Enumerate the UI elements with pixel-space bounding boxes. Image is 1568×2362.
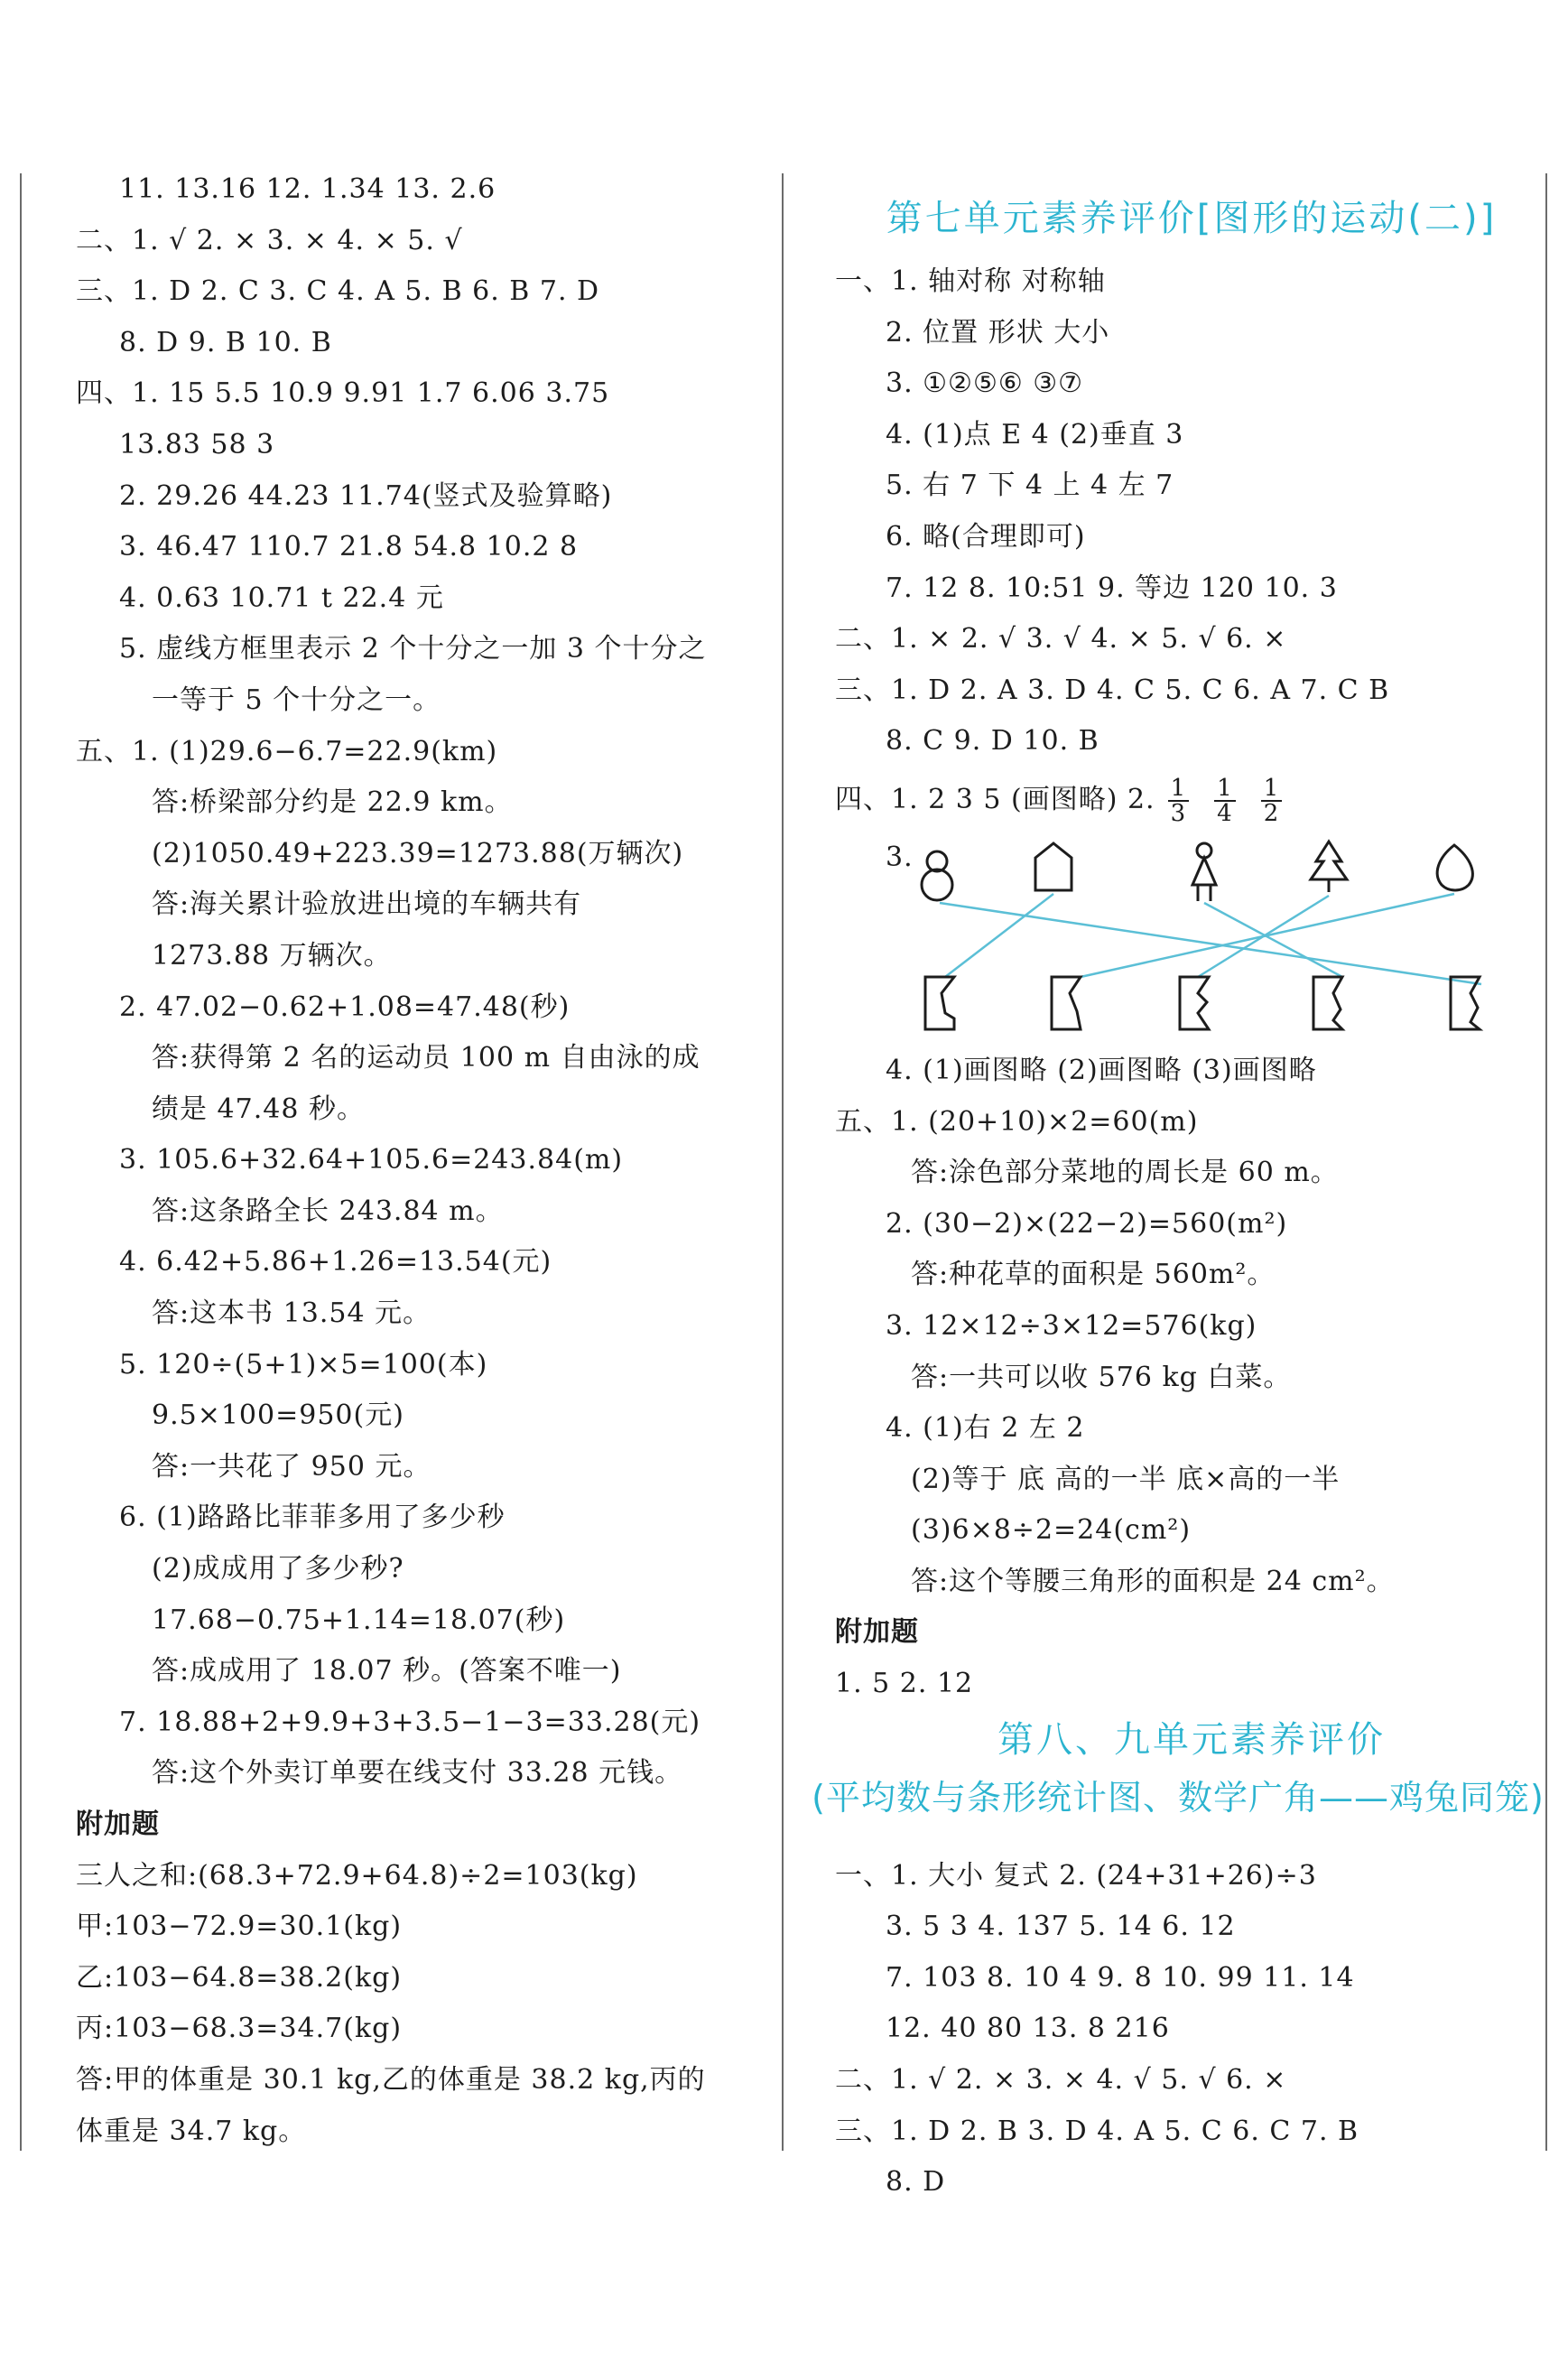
answer-line: 丙:103−68.3=34.7(kg)	[76, 2013, 403, 2045]
answer-line: 3. 46.47 110.7 21.8 54.8 10.2 8	[119, 531, 579, 563]
answer-line: 17.68−0.75+1.14=18.07(秒)	[152, 1604, 566, 1636]
answer-line: 三、1. D 2. C 3. C 4. A 5. B 6. B 7. D	[76, 275, 600, 308]
answer-line: 4. 6.42+5.86+1.26=13.54(元)	[119, 1246, 552, 1279]
right-column	[812, 181, 1548, 2209]
unit7-answer-line: 3. ①②⑤⑥ ③⑦	[886, 367, 1084, 400]
answer-line: 答:这条路全长 243.84 m。	[152, 1195, 504, 1227]
answer-line: 3. 105.6+32.64+105.6=243.84(m)	[119, 1144, 624, 1176]
unit7-answer-line: 4. (1)点 E 4 (2)垂直 3	[886, 418, 1184, 451]
unit7-answer-line: 4. (1)画图略 (2)画图略 (3)画图略	[886, 1054, 1317, 1086]
figure-label: 3.	[886, 841, 914, 873]
answer-line: 答:成成用了 18.07 秒。(答案不唯一)	[152, 1655, 622, 1688]
unit89-answer-line: 12. 40 80 13. 8 216	[886, 2013, 1170, 2045]
unit89-answer-line: 一、1. 大小 复式 2. (24+31+26)÷3	[835, 1859, 1317, 1892]
left-margin-rule	[20, 173, 22, 2151]
unit7-answer-line: 5. 右 7 下 4 上 4 左 7	[886, 470, 1174, 502]
answer-line: 2. 29.26 44.23 11.74(竖式及验算略)	[119, 479, 613, 512]
answer-line: 9.5×100=950(元)	[152, 1400, 404, 1432]
unit7-answer-line: 8. C 9. D 10. B	[886, 725, 1099, 758]
unit7-answer-line: 一、1. 轴对称 对称轴	[835, 265, 1106, 297]
answer-line: (2)1050.49+223.39=1273.88(万辆次)	[152, 837, 684, 869]
answer-line: 答:这本书 13.54 元。	[152, 1297, 431, 1330]
answer-line: 一等于 5 个十分之一。	[152, 683, 441, 716]
answer-line: 答:桥梁部分约是 22.9 km。	[152, 786, 513, 819]
fraction-numerator: 1	[1214, 776, 1236, 802]
answer-line: 11. 13.16 12. 1.34 13. 2.6	[119, 173, 496, 205]
answer-line: 答:一共花了 950 元。	[152, 1450, 431, 1483]
answer-line: 答:甲的体重是 30.1 kg,乙的体重是 38.2 kg,丙的	[76, 2063, 706, 2096]
answer-line: 答:海关累计验放进出境的车辆共有	[152, 888, 582, 921]
fraction-denominator: 2	[1263, 799, 1280, 827]
unit7-q4-text: 四、1. 2 3 5 (画图略) 2.	[835, 783, 1155, 815]
answer-line: 8. D 9. B 10. B	[119, 326, 332, 358]
answer-line: 13.83 58 3	[119, 428, 275, 460]
girl-shape	[1192, 843, 1216, 901]
answer-line: (2)成成用了多少秒?	[152, 1553, 404, 1586]
answer-line: 附加题	[76, 1809, 160, 1840]
answer-line: 答:获得第 2 名的运动员 100 m 自由泳的成	[152, 1042, 700, 1074]
matching-figure-svg	[835, 832, 1548, 1046]
unit7-answer-line: 答:一共可以收 576 kg 白菜。	[911, 1361, 1292, 1393]
answer-line: 体重是 34.7 kg。	[76, 2115, 307, 2147]
matching-lines	[940, 894, 1481, 984]
answer-line: 答:这个外卖订单要在线支付 33.28 元钱。	[152, 1757, 683, 1790]
unit89-subtitle: (平均数与条形统计图、数学广角——鸡兔同笼)	[812, 1777, 1545, 1818]
answer-line: 五、1. (1)29.6−6.7=22.9(km)	[76, 735, 498, 767]
unit7-answer-line: 7. 12 8. 10:51 9. 等边 120 10. 3	[886, 572, 1338, 604]
matching-figure	[835, 832, 1548, 1046]
fraction	[1168, 776, 1190, 825]
unit7-answer-line: 三、1. D 2. A 3. D 4. C 5. C 6. A 7. C B	[835, 674, 1390, 706]
snowman-shape	[922, 851, 952, 900]
answer-line: 绩是 47.48 秒。	[152, 1093, 365, 1125]
half-shapes	[925, 977, 1480, 1029]
answer-line: 乙:103−64.8=38.2(kg)	[76, 1961, 403, 1994]
answer-line: 1273.88 万辆次。	[152, 939, 392, 972]
unit7-answer-line: 2. 位置 形状 大小	[886, 316, 1110, 349]
unit7-answer-line: 1. 5 2. 12	[835, 1668, 974, 1700]
unit89-answer-line: 三、1. D 2. B 3. D 4. A 5. C 6. C 7. B	[835, 2115, 1359, 2147]
unit7-answer-line: 2. (30−2)×(22−2)=560(m²)	[886, 1207, 1288, 1240]
answer-line: 5. 120÷(5+1)×5=100(本)	[119, 1348, 488, 1381]
unit7-answer-line: 二、1. × 2. √ 3. √ 4. × 5. √ 6. ×	[835, 623, 1287, 656]
answer-line: 4. 0.63 10.71 t 22.4 元	[119, 581, 444, 614]
unit89-title: 第八、九单元素养评价	[997, 1718, 1386, 1761]
left-column	[76, 164, 744, 2157]
peach-shape	[1437, 845, 1472, 890]
center-divider-rule	[782, 173, 784, 2151]
fraction-numerator: 1	[1168, 776, 1190, 802]
fraction	[1214, 776, 1236, 825]
unit7-answer-line: 五、1. (20+10)×2=60(m)	[835, 1105, 1199, 1138]
answer-line: 6. (1)路路比菲菲多用了多少秒	[119, 1502, 506, 1534]
unit7-answer-line: 答:涂色部分菜地的周长是 60 m。	[911, 1157, 1339, 1189]
fraction-numerator: 1	[1261, 776, 1283, 802]
unit7-answer-line: 答:这个等腰三角形的面积是 24 cm²。	[911, 1565, 1395, 1597]
unit89-answer-line: 二、1. √ 2. × 3. × 4. √ 5. √ 6. ×	[835, 2064, 1287, 2097]
answer-line: 四、1. 15 5.5 10.9 9.91 1.7 6.06 3.75	[76, 377, 610, 410]
unit7-answer-line: 3. 12×12÷3×12=576(kg)	[886, 1309, 1257, 1342]
unit7-answer-line: (2)等于 底 高的一半 底×高的一半	[911, 1463, 1341, 1495]
unit7-answer-line: (3)6×8÷2=24(cm²)	[911, 1514, 1192, 1547]
answer-line: 5. 虚线方框里表示 2 个十分之一加 3 个十分之	[119, 633, 707, 665]
unit89-answer-line: 3. 5 3 4. 137 5. 14 6. 12	[886, 1911, 1236, 1943]
fraction-denominator: 3	[1170, 799, 1187, 827]
unit89-answer-line: 8. D	[886, 2166, 946, 2199]
answer-line: 2. 47.02−0.62+1.08=47.48(秒)	[119, 990, 571, 1023]
answer-line: 二、1. √ 2. × 3. × 4. × 5. √	[76, 224, 463, 256]
unit7-answer-line: 6. 略(合理即可)	[886, 520, 1086, 553]
unit7-answer-line: 答:种花草的面积是 560m²。	[911, 1259, 1276, 1291]
tree-shape	[1311, 842, 1347, 892]
house-shape	[1035, 843, 1072, 890]
unit89-answer-line: 7. 103 8. 10 4 9. 8 10. 99 11. 14	[886, 1961, 1355, 1994]
answer-line: 7. 18.88+2+9.9+3+3.5−1−3=33.28(元)	[119, 1706, 701, 1738]
unit7-q4-line	[835, 767, 1548, 832]
fraction	[1261, 776, 1283, 825]
unit7-answer-line: 4. (1)右 2 左 2	[886, 1412, 1085, 1445]
fraction-denominator: 4	[1217, 799, 1233, 827]
answer-line: 三人之和:(68.3+72.9+64.8)÷2=103(kg)	[76, 1859, 638, 1892]
unit7-answer-line: 附加题	[835, 1616, 919, 1649]
answer-line: 甲:103−72.9=30.1(kg)	[76, 1911, 403, 1943]
unit7-title: 第七单元素养评价[图形的运动(二)]	[886, 198, 1498, 239]
